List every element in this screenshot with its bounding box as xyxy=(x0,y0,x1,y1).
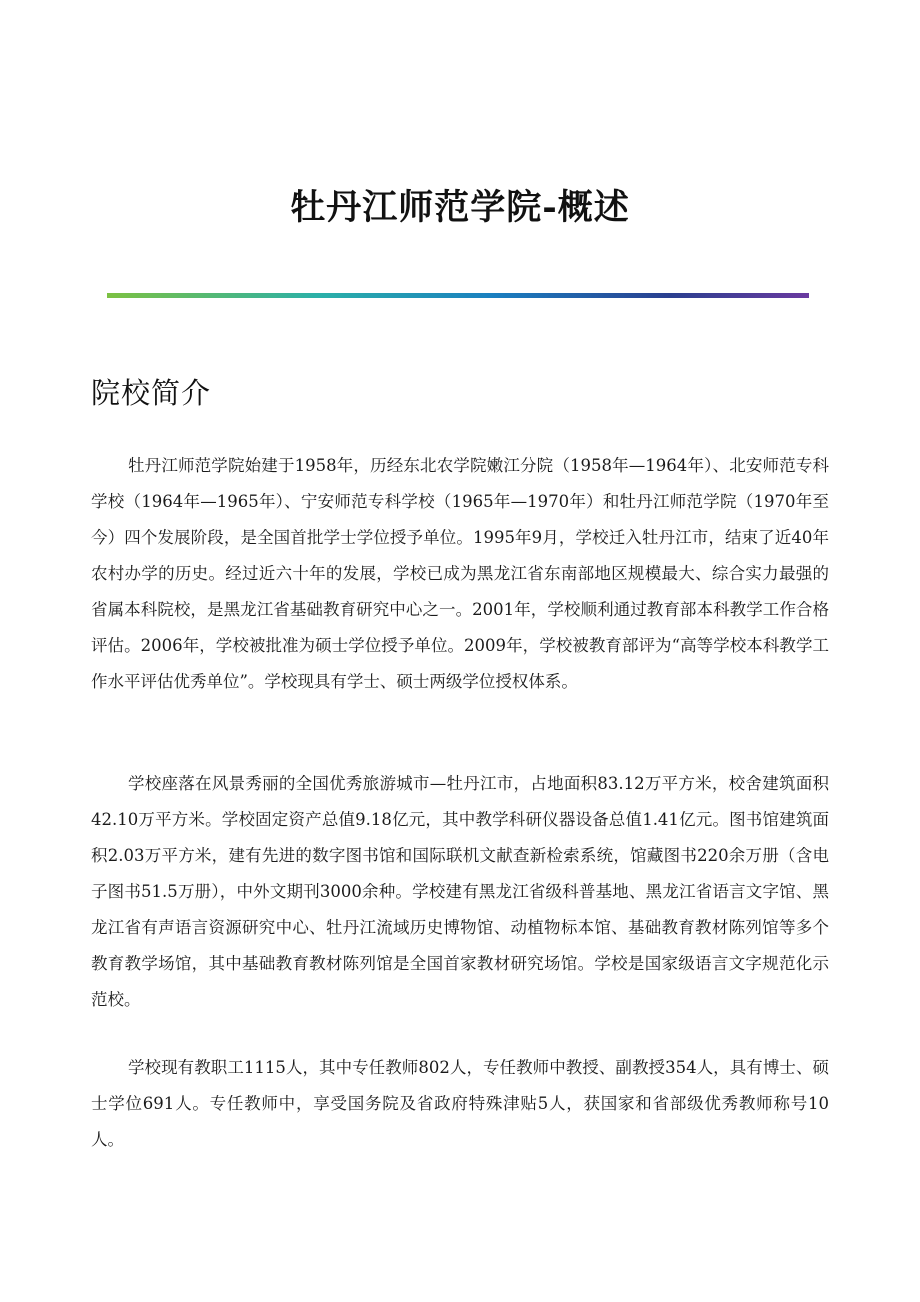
title-divider xyxy=(107,293,809,298)
body-paragraph-history: 牡丹江师范学院始建于1958年，历经东北农学院嫩江分院（1958年—1964年）、北安师范专科学校（1964年—1965年）、宁安师范专科学校（1965年—1970年）和牡丹江师范学院（1970年至今）四个发展阶段，是全国首批学士学位授予单位。1995年9月，学校迁入牡丹江市，结束了近40年农村办学的历史。经过近六十年的发展，学校已成为黑龙江省东南部地区规模最大、综合实力最强的省属本科院校，是黑龙江省基础教育研究中心之一。2001年，学校顺利通过教育部本科教学工作合格评估。2006年，学校被批准为硕士学位授予单位。2009年，学校被教育部评为“高等学校本科教学工作水平评估优秀单位”。学校现具有学士、硕士两级学位授权体系。 xyxy=(91,456,829,691)
body-paragraph-campus: 学校座落在风景秀丽的全国优秀旅游城市—牡丹江市，占地面积83.12万平方米，校舍建筑面积42.10万平方米。学校固定资产总值9.18亿元，其中教学科研仪器设备总值1.41亿元。图书馆建筑面积2.03万平方米，建有先进的数字图书馆和国际联机文献查新检索系统，馆藏图书220余万册（含电子图书51.5万册），中外文期刊3000余种。学校建有黑龙江省级科普基地、黑龙江省语言文字馆、黑龙江省有声语言资源研究中心、牡丹江流域历史博物馆、动植物标本馆、基础教育教材陈列馆等多个教育教学场馆，其中基础教育教材陈列馆是全国首家教材研究场馆。学校是国家级语言文字规范化示范校。 xyxy=(91,774,829,1009)
body-paragraph-faculty: 学校现有教职工1115人，其中专任教师802人，专任教师中教授、副教授354人，具有博士、硕士学位691人。专任教师中，享受国务院及省政府特殊津贴5人，获国家和省部级优秀教师称号10人。 xyxy=(91,1058,829,1149)
section-heading: 院校简介 xyxy=(91,376,212,410)
document-title: 牡丹江师范学院-概述 xyxy=(290,187,630,228)
